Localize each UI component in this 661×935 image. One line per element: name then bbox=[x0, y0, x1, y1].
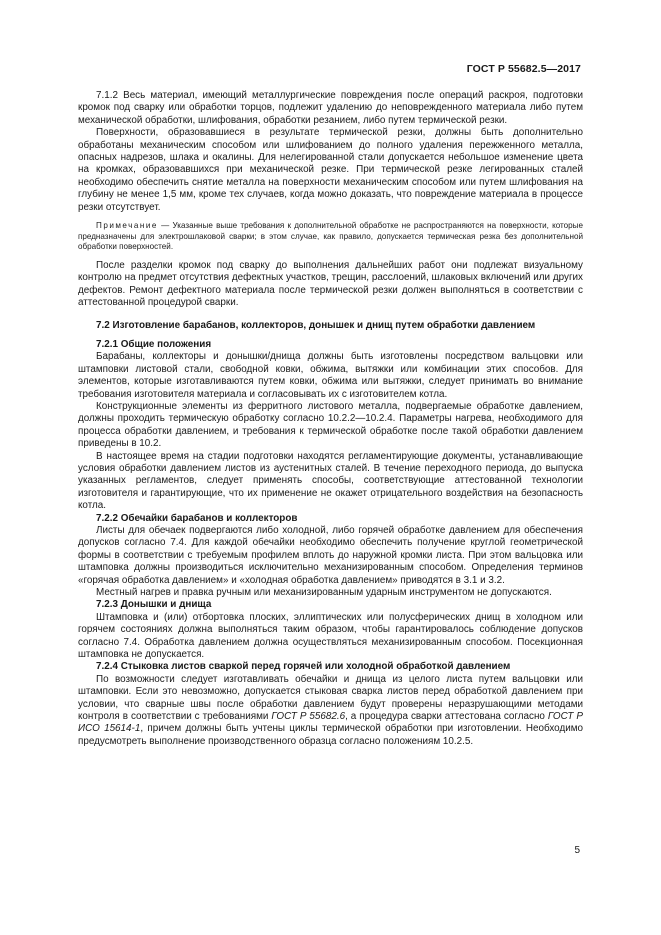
page-number: 5 bbox=[574, 845, 580, 856]
section-7-2-title: 7.2 Изготовление барабанов, коллекторов, донышек и днищ путем обработки давлением bbox=[96, 320, 536, 332]
page-content bbox=[78, 90, 583, 748]
reference-gost-iso-15614-1: ГОСТ Р ИСО 15614-1 bbox=[78, 711, 583, 735]
paragraph-edge-inspection: После разделки кромок под сварку до выполнения дальнейших работ они подлежат визуальному контролю на предмет отсутствия дефектных участков, трещин, расслоений, шлаковых включений или других дефектов. Ремонт дефектного материала после термической резки должен выполняться в соответствии с аттестованной процедурой сварки. bbox=[78, 259, 583, 309]
paragraph-7-2-4-part1: По возможности следует изготавливать обечайки и днища из целого листа путем вальцовки или штамповки. Если это невозможно, допускается стыковая сварка листов перед обработкой давлением при условии, что сварные швы после обработки давлением будут проверены неразрушающими методами контроля в соответствии с требованиями bbox=[78, 673, 583, 723]
paragraph-7-2-2-a: Листы для обечаек подвергаются либо холодной, либо горячей обработке давлением для обеспечения допусков согласно 7.4. Для каждой обечайки необходимо обеспечить получение круглой геометрической формы в соответствии с требуемым профилем вплоть до наружной кромки листа. При этом вальцовка или штамповка должны производиться исключительно механизированным способом. Определения терминов «горячая обработка давлением» и «холодная обработка давлением» приводятся в 3.1 и 3.2. bbox=[78, 524, 583, 586]
paragraph-7-2-4 bbox=[78, 674, 583, 748]
section-7-2-4-title: 7.2.4 Стыковка листов сваркой перед горячей или холодной обработкой давлением bbox=[96, 661, 511, 673]
paragraph-7-2-4-part2: , а процедура сварки аттестована согласно bbox=[345, 711, 548, 723]
paragraph-7-2-2-b: Местный нагрев и правка ручным или механизированным ударным инструментом не допускаются. bbox=[96, 587, 552, 598]
paragraph-surfaces: Поверхности, образовавшиеся в результате термической резки, должны быть дополнительно обработаны механическим способом или шлифованием до полного удаления пережженного металла, опасных надрезов, шлака и окалины. Для нелегированной стали допускается небольшое изменение цвета на кромках, образовавшихся при механической резке. При термической резке легированных сталей необходимо обеспечить снятие металла на поверхности механическим способом или путем шлифования на глубину не менее 1,5 мм, кроме тех случаев, когда можно доказать, что повреждение материала в процессе резки отсутствует. bbox=[78, 127, 583, 213]
reference-gost-55682-6: ГОСТ Р 55682.6 bbox=[271, 711, 346, 723]
paragraph-7-1-2: 7.1.2 Весь материал, имеющий металлургические повреждения после операций раскроя, подготовки кромок под сварку или обработки торцов, подлежит удалению до неповрежденного материала либо путем механической обработки, шлифования, обработки резанием, либо путем термической резки. bbox=[78, 90, 583, 126]
paragraph-7-2-1-a: Барабаны, коллекторы и донышки/днища должны быть изготовлены посредством вальцовки или штамповки листовой стали, свободной ковки, обжима, вытяжки или комбинации этих способов. Для элементов, которые изготавливаются путем ковки, обжима или вытяжки, следует принимать во внимание требования изготовителя материала и согласовывать их с изготовителем котла. bbox=[78, 351, 583, 400]
note bbox=[78, 221, 583, 253]
note-dash: — bbox=[157, 221, 173, 231]
document-header: ГОСТ Р 55682.5—2017 bbox=[466, 63, 581, 75]
section-7-2-3-title: 7.2.3 Донышки и днища bbox=[96, 599, 212, 611]
note-text: Указанные выше требования к дополнительной обработке не распространяются на поверхности, которые предназначены для электрошлаковой сварки; в этом случае, как правило, допускается термическая резка без дополнительной обработки поверхностей. bbox=[78, 221, 583, 252]
paragraph-7-2-1-c: В настоящее время на стадии подготовки находятся регламентирующие документы, устанавливающие условия обработки давлением листов из аустенитных сталей. В течение переходного периода, до выпуска указанных регламентов, следует применять способы, соответствующие аттестованной технологии изготовителя и гарантирующие, что их применение не окажет отрицательного воздействия на безопасность котла. bbox=[78, 450, 583, 512]
paragraph-7-2-3: Штамповка и (или) отбортовка плоских, эллиптических или полусферических днищ в холодном или горячем состояниях должна выполняться таким образом, чтобы гарантировалось соблюдение допусков согласно 7.4. Обработка давлением должна осуществляться механизированным способом. Посекционная штамповка не допускается. bbox=[78, 611, 583, 661]
section-7-2-1-title: 7.2.1 Общие положения bbox=[96, 338, 212, 350]
paragraph-7-2-1-b: Конструкционные элементы из ферритного листового металла, подвергаемые обработке давлением, должны проходить термическую обработку согласно 10.2.2—10.2.4. Параметры нагрева, необходимого для процесса обработки давлением, и требования к термической обработке после такой обработки давлением приведены в 10.2. bbox=[78, 400, 583, 450]
section-7-2-2-title: 7.2.2 Обечайки барабанов и коллекторов bbox=[96, 512, 298, 524]
note-label: Примечание bbox=[96, 221, 158, 231]
paragraph-7-2-4-part3: , причем должны быть учтены циклы термической обработки при изготовлении. Необходимо предусмотреть выполнение производственного образца согласно положениям 10.2.5. bbox=[78, 723, 584, 747]
